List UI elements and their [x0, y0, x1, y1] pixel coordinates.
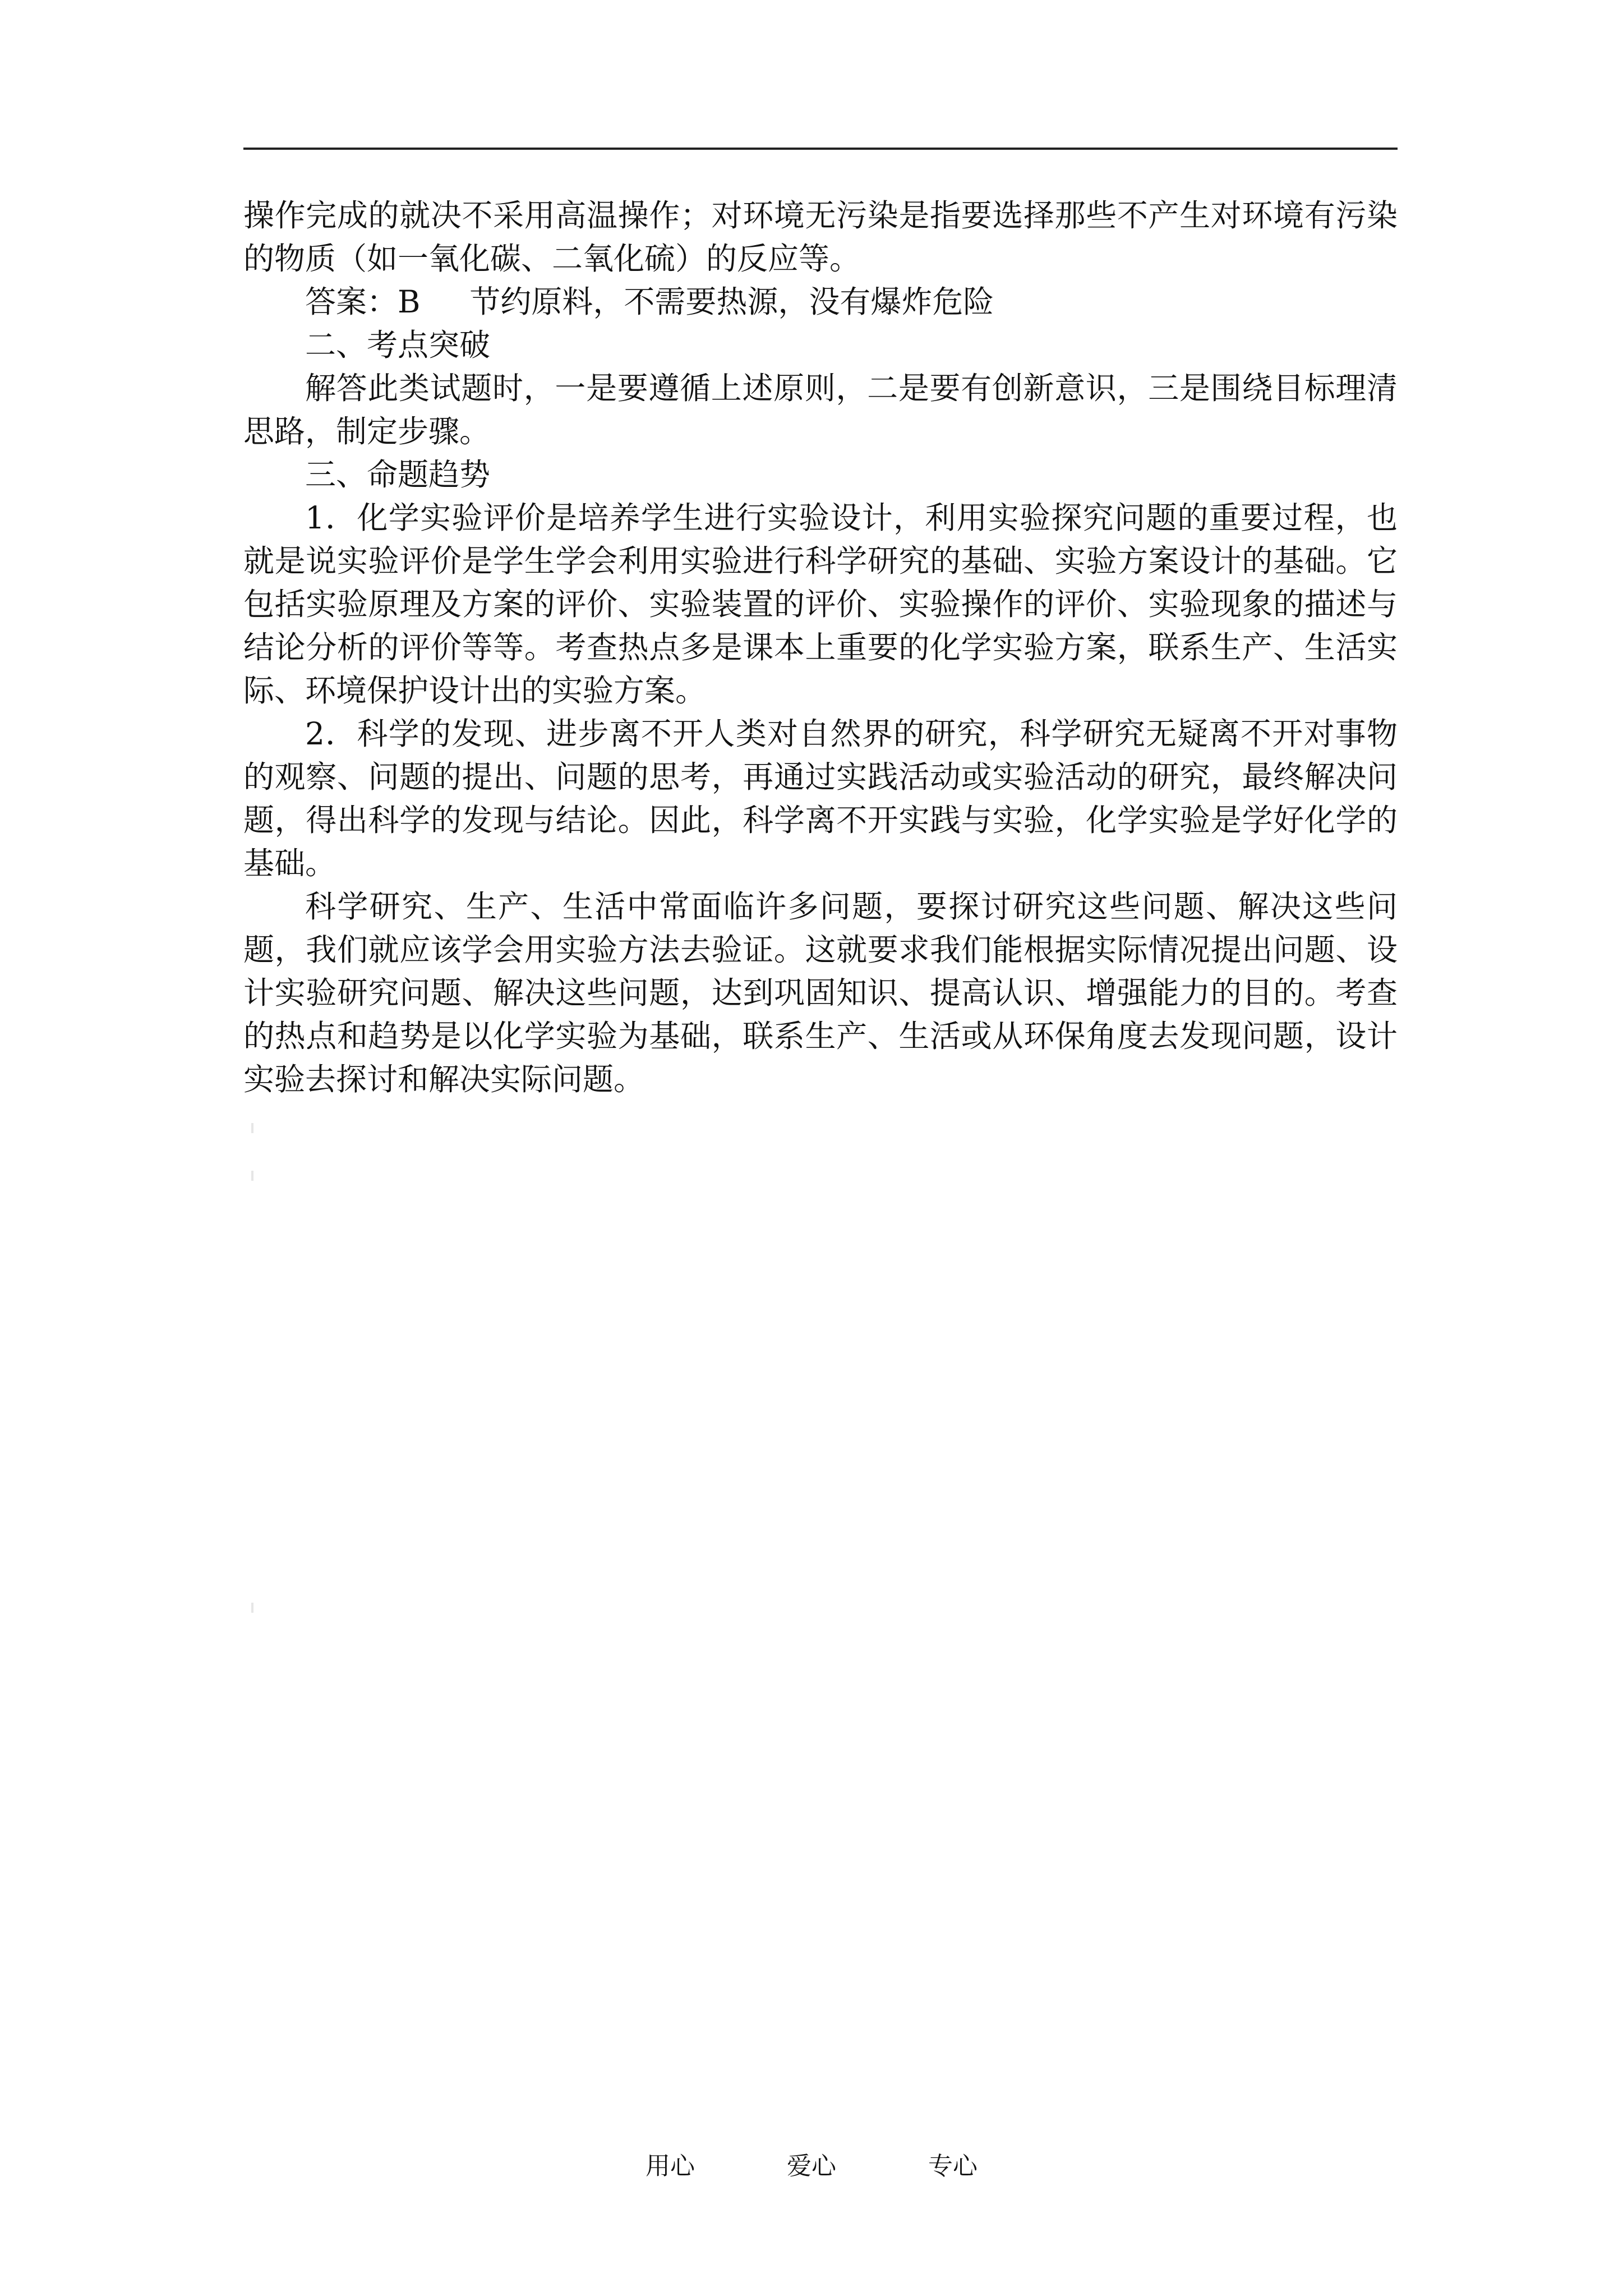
- answer-label: 答案：B: [305, 284, 421, 320]
- footer-item: 专心: [928, 2152, 978, 2180]
- paragraph-continued: 操作完成的就决不采用高温操作；对环境无污染是指要选择那些不产生对环境有污染的物质（如一氧化碳、二氧化硫）的反应等。: [243, 197, 1398, 277]
- answer-paragraph: [243, 280, 1398, 324]
- paragraph-trend-3: 科学研究、生产、生活中常面临许多问题，要探讨研究这些问题、解决这些问题，我们就应该学会用实验方法去验证。这就要求我们能根据实际情况提出问题、设计实验研究问题、解决这些问题，达到巩固知识、提高认识、增强能力的目的。考查的热点和趋势是以化学实验为基础，联系生产、生活或从环保角度去发现问题，设计实验去探讨和解决实际问题。: [243, 889, 1398, 1097]
- scan-mark: [251, 1171, 253, 1181]
- footer-item: 用心: [645, 2152, 695, 2180]
- paragraph-breakthrough: 解答此类试题时，一是要遵循上述原则，二是要有创新意识，三是围绕目标理清思路，制定步骤。: [243, 370, 1398, 449]
- section-heading-breakthrough: 二、考点突破: [305, 327, 491, 363]
- scan-mark: [251, 1603, 253, 1613]
- answer-text: 节约原料，不需要热源，没有爆炸危险: [469, 284, 994, 320]
- header-rule: [243, 148, 1398, 150]
- paragraph-trend-2: 2．科学的发现、进步离不开人类对自然界的研究，科学研究无疑离不开对事物的观察、问题的提出、问题的思考，再通过实践活动或实验活动的研究，最终解决问题，得出科学的发现与结论。因此，科学离不开实践与实验，化学实验是学好化学的基础。: [243, 716, 1398, 881]
- body-text: [243, 194, 1398, 1101]
- section-heading-trends: 三、命题趋势: [305, 457, 491, 493]
- page-footer: [0, 2150, 1623, 2183]
- scan-mark: [251, 1123, 253, 1133]
- footer-item: 爱心: [787, 2152, 836, 2180]
- paragraph-trend-1: 1．化学实验评价是培养学生进行实验设计，利用实验探究问题的重要过程，也就是说实验评价是学生学会利用实验进行科学研究的基础、实验方案设计的基础。它包括实验原理及方案的评价、实验装置的评价、实验操作的评价、实验现象的描述与结论分析的评价等等。考查热点多是课本上重要的化学实验方案，联系生产、生活实际、环境保护设计出的实验方案。: [243, 500, 1398, 708]
